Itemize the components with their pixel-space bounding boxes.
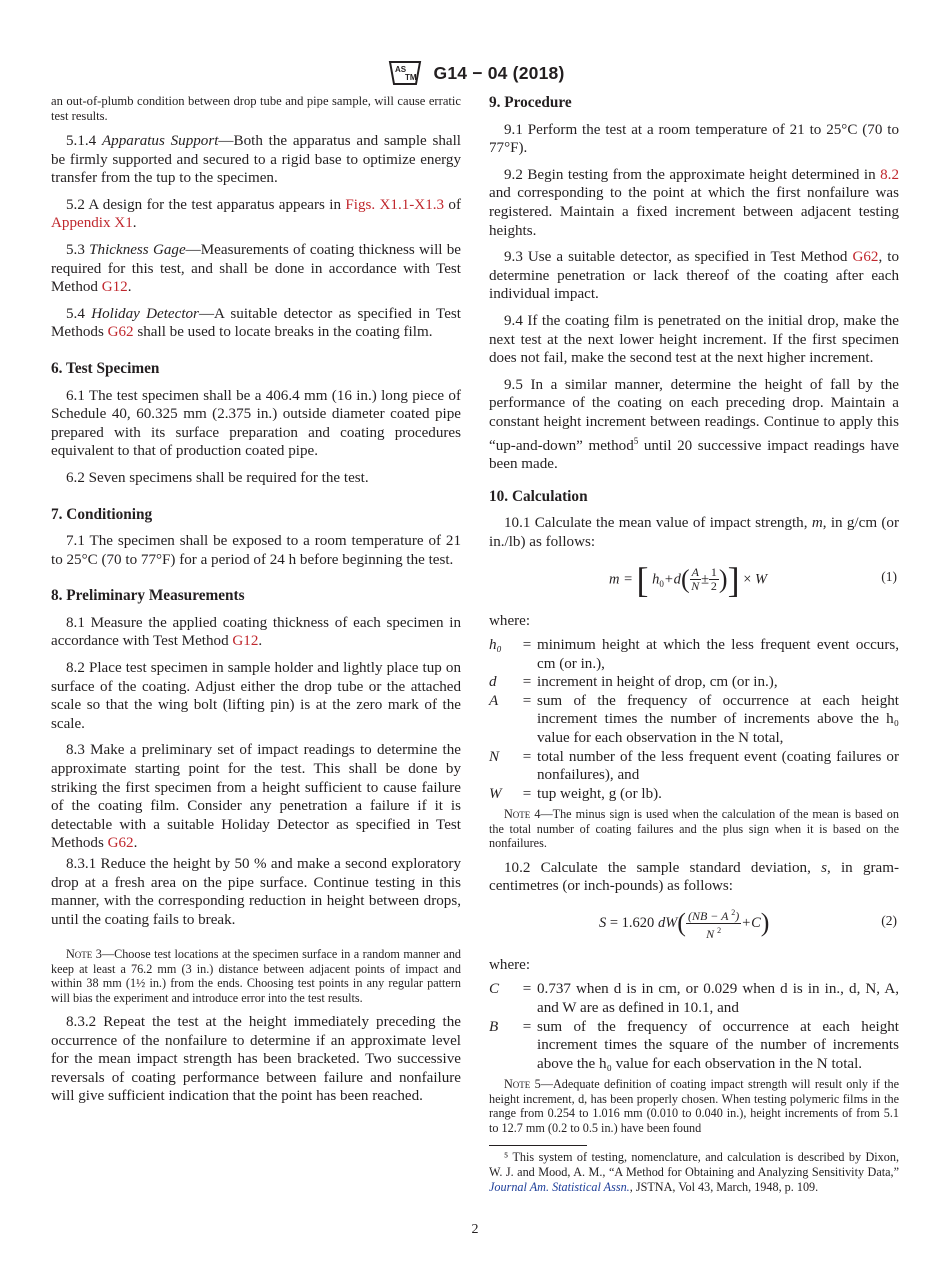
paragraph-9-2: 9.2 Begin testing from the approximate height determined in 8.2 and corresponding to the point at which the first nonfailure was registered. Maintain a fixed increment between adjacent testing heights. — [489, 166, 899, 239]
section-7-heading: 7. Conditioning — [51, 505, 153, 523]
paragraph-9-1: 9.1 Perform the test at a room temperature of 21 to 25°C (70 to 77°F). — [489, 121, 899, 157]
astm-logo-icon — [386, 56, 424, 90]
section-8-heading: 8. Preliminary Measurements — [51, 587, 245, 605]
left-column — [51, 94, 461, 1114]
paragraph-6-2: 6.2 Seven specimens shall be required for the test. — [66, 469, 369, 486]
definitions-1 — [489, 636, 899, 803]
paragraph-5-2: 5.2 A design for the test apparatus appears in Figs. X1.1-X1.3 of Appendix X1. — [51, 196, 461, 232]
definition-equals: = — [522, 674, 532, 691]
definition-text: 0.737 when d is in cm, or 0.029 when d is in in., d, N, A, and W are as defined in 10.1, and — [537, 981, 899, 1017]
definition-text: sum of the frequency of occurrence at each height increment times the number of increments above the h₀ value for each observation in the N total, — [537, 692, 899, 747]
where-label-2: where: — [489, 956, 531, 973]
definition-row — [489, 692, 899, 748]
page-number: 2 — [471, 1222, 479, 1237]
paragraph-8-3-1: 8.3.1 Reduce the height by 50 % and make a second exploratory drop at a fresh area on the pipe surface. Continue testing in this manner, with the corresponding reduction in height between drops, until the coating fails to break. — [51, 856, 461, 928]
definition-symbol: N — [489, 748, 500, 765]
equation-1-body: m = [ $h_0+d$( $\frac{A}{N}$ ± $\frac{1}{2}$ )] × W — [609, 559, 768, 600]
paragraph-8-3: 8.3 Make a preliminary set of impact readings to determine the approximate starting point for the test. This shall be done by striking the first specimen from a height sufficient to cause failure of the coating film. Consider any penetration a failure if it is detectable with a suitable Holiday Detector as specified in Test Methods G62. — [51, 742, 461, 852]
note-3: Note 3—Choose test locations at the specimen surface in a random manner and keep at least a 76.2 mm (3 in.) distance between adjacent points of impact and within 38 mm (1½ in.) from the ends. Choosing test points in any regular pattern will bias the experiment and introduce error into the test results. — [51, 947, 462, 1005]
link-figs-x1[interactable]: Figs. X1.1-X1.3 — [345, 196, 445, 213]
equation-2 — [489, 900, 899, 944]
paragraph-5-3: 5.3 Thickness Gage—Measurements of coating thickness will be required for this test, and shall be done in accordance with Test Method G12. — [51, 241, 462, 296]
paragraph-9-5: 9.5 In a similar manner, determine the height of fall by the performance of the coating on each preceding drop. Maintain a constant height increment between readings. Continue to apply this “up-and-down” method$^5$ until 20 successive impact readings have been made. — [489, 376, 899, 473]
link-g62[interactable]: G62 — [107, 835, 134, 852]
definition-row — [489, 748, 899, 785]
definition-row — [489, 673, 899, 692]
definitions-2 — [489, 980, 899, 1073]
paragraph-7-1: 7.1 The specimen shall be exposed to a room temperature of 21 to 25°C (70 to 77°F) for a period of 24 h before beginning the test. — [51, 533, 461, 568]
paragraph-6-1: 6.1 The test specimen shall be a 406.4 mm (16 in.) long piece of Schedule 40, 60.325 mm (2.375 in.) outside diameter coated pipe prepared with its surface preparation and coating procedures equivalent to that of production coated pipe. — [51, 387, 461, 460]
definition-symbol: B — [489, 1018, 499, 1035]
paragraph-5-1-4: 5.1.4 Apparatus Support—Both the apparatus and sample shall be firmly supported and secured to a rigid base to optimize energy transfer from the tup to the specimen. — [51, 133, 461, 187]
where-label-1: where: — [489, 612, 531, 629]
definition-equals: = — [522, 692, 532, 709]
link-g62[interactable]: G62 — [852, 249, 879, 266]
definition-text: increment in height of drop, cm (or in.), — [537, 674, 778, 691]
link-g62[interactable]: G62 — [107, 324, 134, 341]
paragraph-5-4: 5.4 Holiday Detector—A suitable detector as specified in Test Methods G62 shall be used to locate breaks in the coating film. — [51, 305, 461, 341]
definition-symbol: h₀ — [489, 637, 502, 654]
footnote-rule — [489, 1145, 587, 1146]
definition-equals: = — [522, 1018, 532, 1035]
paragraph-8-1: 8.1 Measure the applied coating thickness of each specimen in accordance with Test Method G12. — [51, 614, 461, 650]
definition-text: sum of the frequency of occurrence at each height increment times the square of the number of increments above the h₀ value for each observation in the N total. — [537, 1018, 899, 1072]
definition-row — [489, 980, 899, 1017]
paragraph-5-1-3-cont: an out-of-plumb condition between drop tube and pipe sample, will cause erratic test results. — [51, 94, 461, 123]
link-g12[interactable]: G12 — [232, 633, 259, 650]
link-8-2[interactable]: 8.2 — [880, 166, 899, 183]
note-4: Note 4—The minus sign is used when the calculation of the mean is based on the total number of coating failures and the plus sign when it is based on the nonfailures. — [489, 807, 899, 851]
section-9-heading: 9. Procedure — [489, 94, 572, 111]
section-6-heading: 6. Test Specimen — [51, 359, 160, 377]
equation-2-number: (2) — [881, 912, 897, 928]
svg-text:TM: TM — [404, 73, 417, 82]
right-column — [489, 94, 899, 1195]
paragraph-10-1: 10.1 Calculate the mean value of impact strength, m, in g/cm (or in./lb) as follows: — [489, 515, 899, 550]
definition-symbol: C — [489, 981, 500, 998]
definition-text: tup weight, g (or lb). — [537, 785, 662, 802]
svg-text:AS: AS — [394, 65, 406, 74]
page-header — [0, 56, 950, 90]
paragraph-9-3: 9.3 Use a suitable detector, as specified in Test Method G62, to determine penetration or lack thereof of the coating after each individual impact. — [489, 249, 899, 303]
definition-symbol: W — [489, 785, 502, 802]
note-5: Note 5—Adequate definition of coating impact strength will result only if the height increment, d, has been properly chosen. When testing polymeric films in the range from 0.254 to 1.016 mm (0.010 to 0.040 in.), height increments of from 5.1 to 12.7 mm (0.2 to 0.5 in.) have been found — [489, 1077, 900, 1135]
link-g12[interactable]: G12 — [101, 279, 128, 296]
definition-row — [489, 1018, 899, 1074]
definition-symbol: A — [489, 692, 499, 709]
equation-1-number: (1) — [881, 568, 897, 584]
definition-symbol: d — [489, 674, 497, 691]
equation-2-body: S = 1.620 dW( $\frac{(NB - A ^2)}{N ^2}$ +C) — [599, 907, 770, 941]
section-10-heading: 10. Calculation — [489, 487, 588, 505]
definition-equals: = — [522, 785, 532, 802]
paragraph-8-3-2: 8.3.2 Repeat the test at the height immediately preceding the occurrence of the nonfailure to determine if an approximate level for the mean impact strength has been bracketed. Two successive reversals of coating performance between failure and nonfailure will give sufficient indication that the point has been reached. — [51, 1014, 461, 1105]
definition-equals: = — [522, 637, 532, 654]
definition-equals: = — [522, 748, 532, 765]
definition-text: minimum height at which the less frequent event occurs, cm (or in.), — [537, 637, 899, 672]
paragraph-10-2: 10.2 Calculate the sample standard deviation, s, in gram-centimetres (or inch-pounds) as follows: — [489, 859, 899, 895]
definition-row — [489, 636, 899, 673]
link-appendix-x1[interactable]: Appendix X1 — [51, 215, 133, 232]
paragraph-9-4: 9.4 If the coating film is penetrated on the initial drop, make the next test at the next lower height increment. If the first specimen does not fail, make the second test at the next higher increment. — [489, 312, 899, 367]
equation-1 — [489, 556, 899, 600]
standard-designation: G14 − 04 (2018) — [433, 62, 565, 83]
paragraph-8-2: 8.2 Place test specimen in sample holder and lightly place tup on surface of the coating. Adjust either the drop tube or the attached scale so that the wing bolt (lifting pin) is at the zero mark of the scale. — [51, 660, 461, 732]
definition-text: total number of the less frequent event (coating failures or nonfailures), and — [537, 748, 899, 784]
definition-row — [489, 785, 899, 804]
journal-link[interactable]: Journal Am. Statistical Assn. — [489, 1180, 630, 1195]
footnote-5: ⁵ This system of testing, nomenclature, and calculation is described by Dixon, W. J. and Mood, A. M., “A Method for Obtaining and Analyzing Sensitivity Data,” Journal Am. Statistical Assn., JSTNA, Vol 43, March, 1948, p. 109. — [489, 1150, 899, 1195]
definition-equals: = — [522, 981, 532, 998]
